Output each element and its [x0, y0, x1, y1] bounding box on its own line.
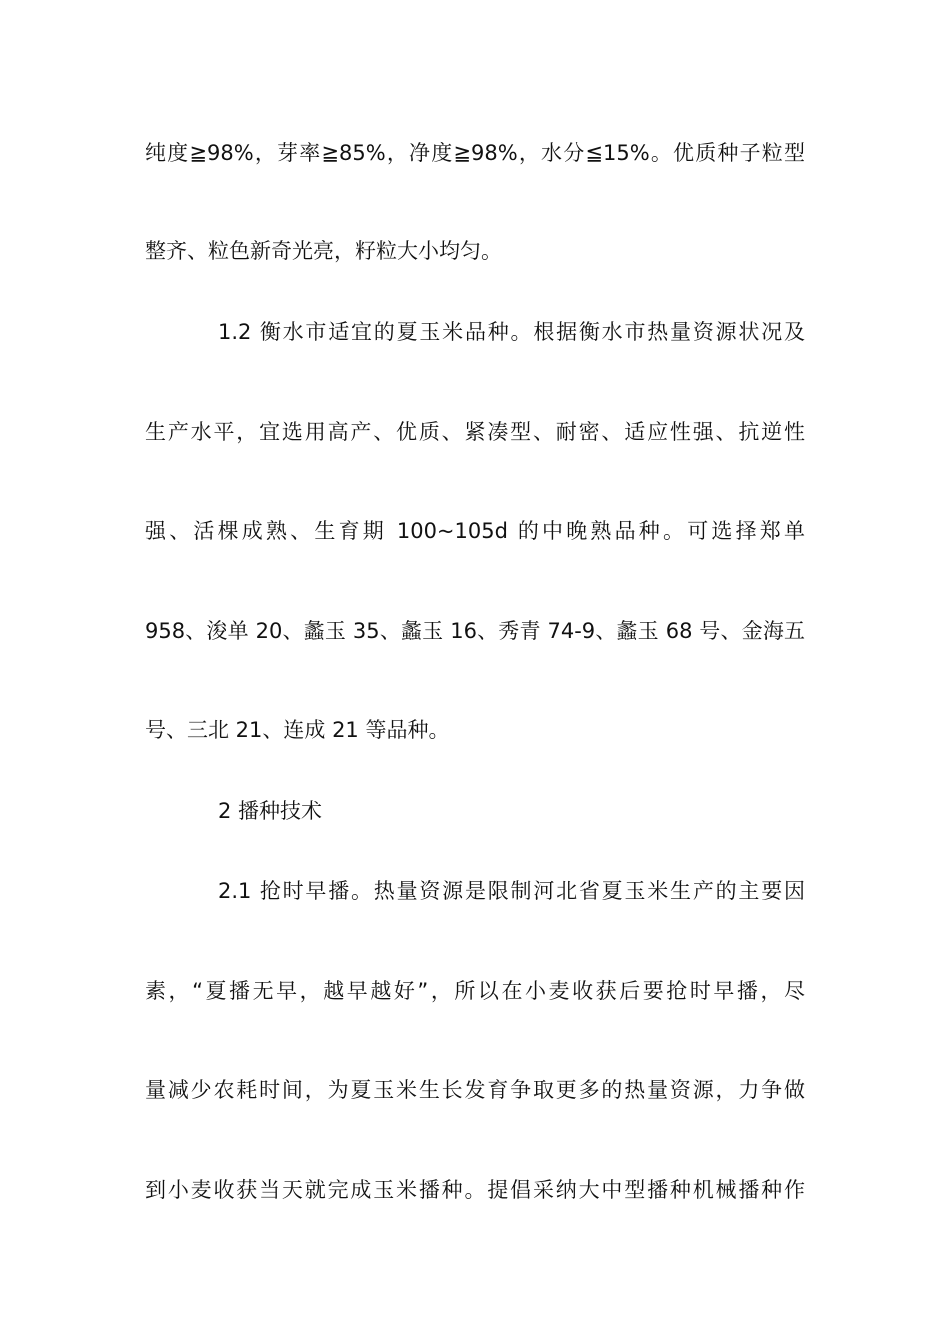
paragraph-line: 素，“夏播无早，越早越好”，所以在小麦收获后要抢时早播，尽 [145, 979, 805, 1003]
paragraph-line: 强、活棵成熟、生育期 100~105d 的中晚熟品种。可选择郑单 [145, 519, 805, 543]
section-heading-line: 1.2 衡水市适宜的夏玉米品种。根据衡水市热量资源状况及 [218, 320, 805, 344]
section-title: 2 播种技术 [218, 799, 323, 823]
paragraph-line: 整齐、粒色新奇光亮，籽粒大小均匀。 [145, 239, 502, 263]
paragraph-line: 生产水平，宜选用高产、优质、紧凑型、耐密、适应性强、抗逆性 [145, 420, 805, 444]
paragraph-line: 到小麦收获当天就完成玉米播种。提倡采纳大中型播种机械播种作 [145, 1178, 805, 1202]
paragraph-line: 号、三北 21、连成 21 等品种。 [145, 718, 450, 742]
subsection-heading-line: 2.1 抢时早播。热量资源是限制河北省夏玉米生产的主要因 [218, 879, 805, 903]
paragraph-line: 量减少农耗时间，为夏玉米生长发育争取更多的热量资源，力争做 [145, 1078, 805, 1102]
paragraph-line: 纯度≧98%，芽率≧85%，净度≧98%，水分≦15%。优质种子粒型 [145, 141, 805, 165]
paragraph-line: 958、浚单 20、蠡玉 35、蠡玉 16、秀青 74-9、蠡玉 68 号、金海五 [145, 619, 805, 643]
